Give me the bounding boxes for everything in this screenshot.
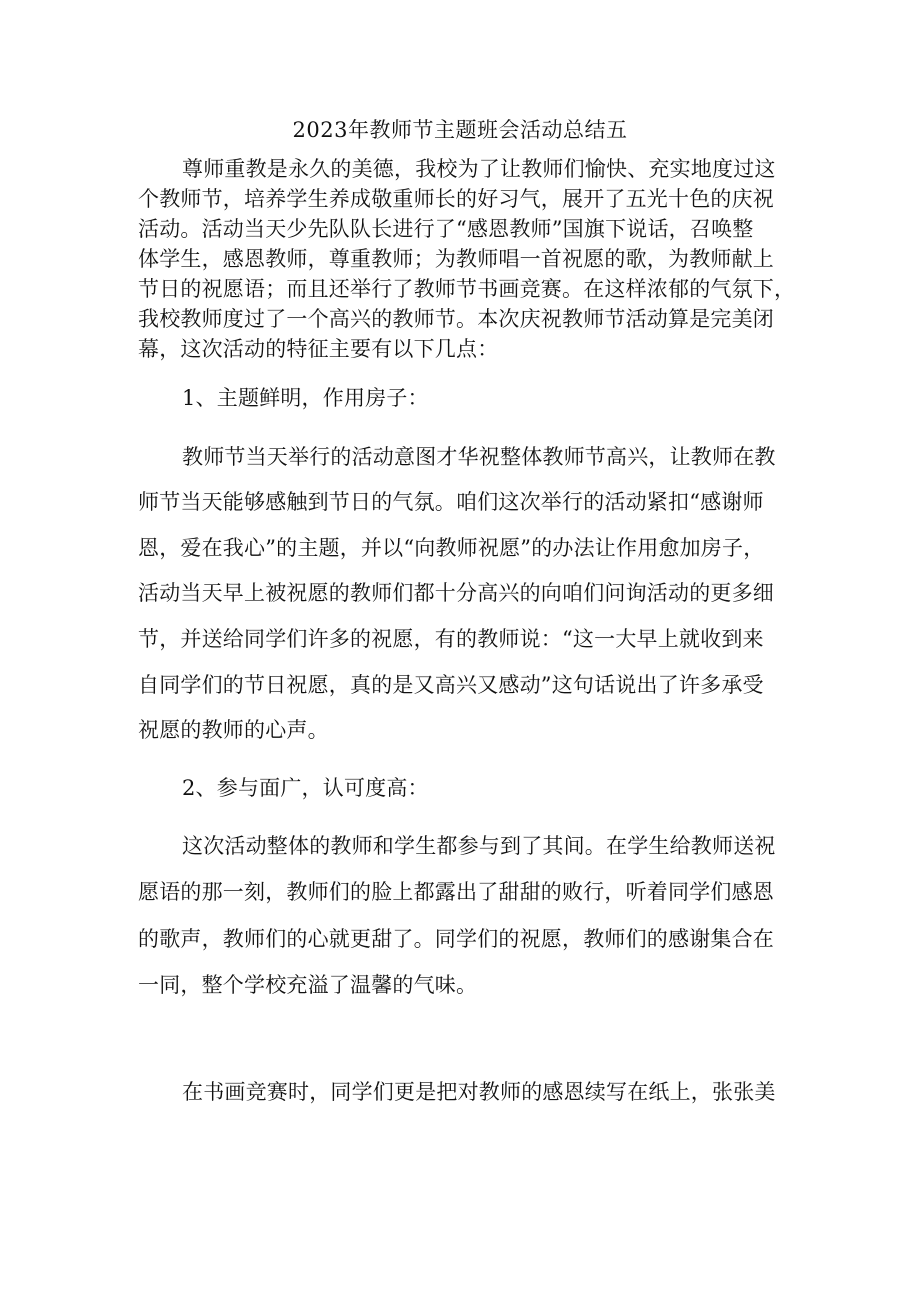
section-1-line-5: 节，并送给同学们许多的祝愿，有的教师说：“这一大早上就收到来: [138, 627, 764, 651]
document-title: 2023年教师节主题班会活动总结五: [292, 118, 628, 142]
intro-line-5: 节日的祝愿语；而且还举行了教师节书画竞赛。在这样浓郁的气氛下，: [138, 277, 796, 301]
intro-line-3: 活动。活动当天少先队队长进行了“感恩教师”国旗下说话，召唤整: [138, 217, 754, 241]
intro-line-2: 个教师节，培养学生养成敬重师长的好习气，展开了五光十色的庆祝: [138, 187, 774, 211]
section-1-line-3: 恩，爱在我心”的主题，并以“向教师祝愿”的办法让作用愈加房子，: [138, 536, 765, 560]
section-1-line-7: 祝愿的教师的心声。: [138, 718, 329, 742]
section-1-line-6: 自同学们的节日祝愿，真的是又高兴又感动”这句话说出了许多承受: [138, 673, 764, 697]
section-3-line-1: 在书画竞赛时，同学们更是把对教师的感恩续写在纸上，张张美: [182, 1080, 776, 1104]
intro-line-1: 尊师重教是永久的美德，我校为了让教师们愉快、充实地度过这: [182, 157, 776, 181]
section-heading-2: 2、参与面广，认可度高：: [182, 776, 429, 800]
section-2-line-3: 的歌声，教师们的心就更甜了。同学们的祝愿，教师们的感谢集合在: [138, 927, 774, 951]
section-2-line-4: 一同，整个学校充溢了温馨的气味。: [138, 973, 478, 997]
section-1-line-1: 教师节当天举行的活动意图才华祝整体教师节高兴，让教师在教: [182, 445, 776, 469]
section-1-line-4: 活动当天早上被祝愿的教师们都十分高兴的向咱们问询活动的更多细: [138, 581, 774, 605]
intro-line-6: 我校教师度过了一个高兴的教师节。本次庆祝教师节活动算是完美闭: [138, 307, 774, 331]
intro-line-7: 幕，这次活动的特征主要有以下几点：: [138, 337, 499, 361]
section-2-line-1: 这次活动整体的教师和学生都参与到了其间。在学生给教师送祝: [182, 834, 776, 858]
intro-line-4: 体学生，感恩教师，尊重教师；为教师唱一首祝愿的歌，为教师献上: [138, 247, 774, 271]
section-1-line-2: 师节当天能够感触到节日的气氛。咱们这次举行的活动紧扣“感谢师: [138, 490, 764, 514]
section-heading-1: 1、主题鲜明，作用房子：: [182, 386, 429, 410]
section-2-line-2: 愿语的那一刻，教师们的脸上都露出了甜甜的败行，听着同学们感恩: [138, 880, 774, 904]
